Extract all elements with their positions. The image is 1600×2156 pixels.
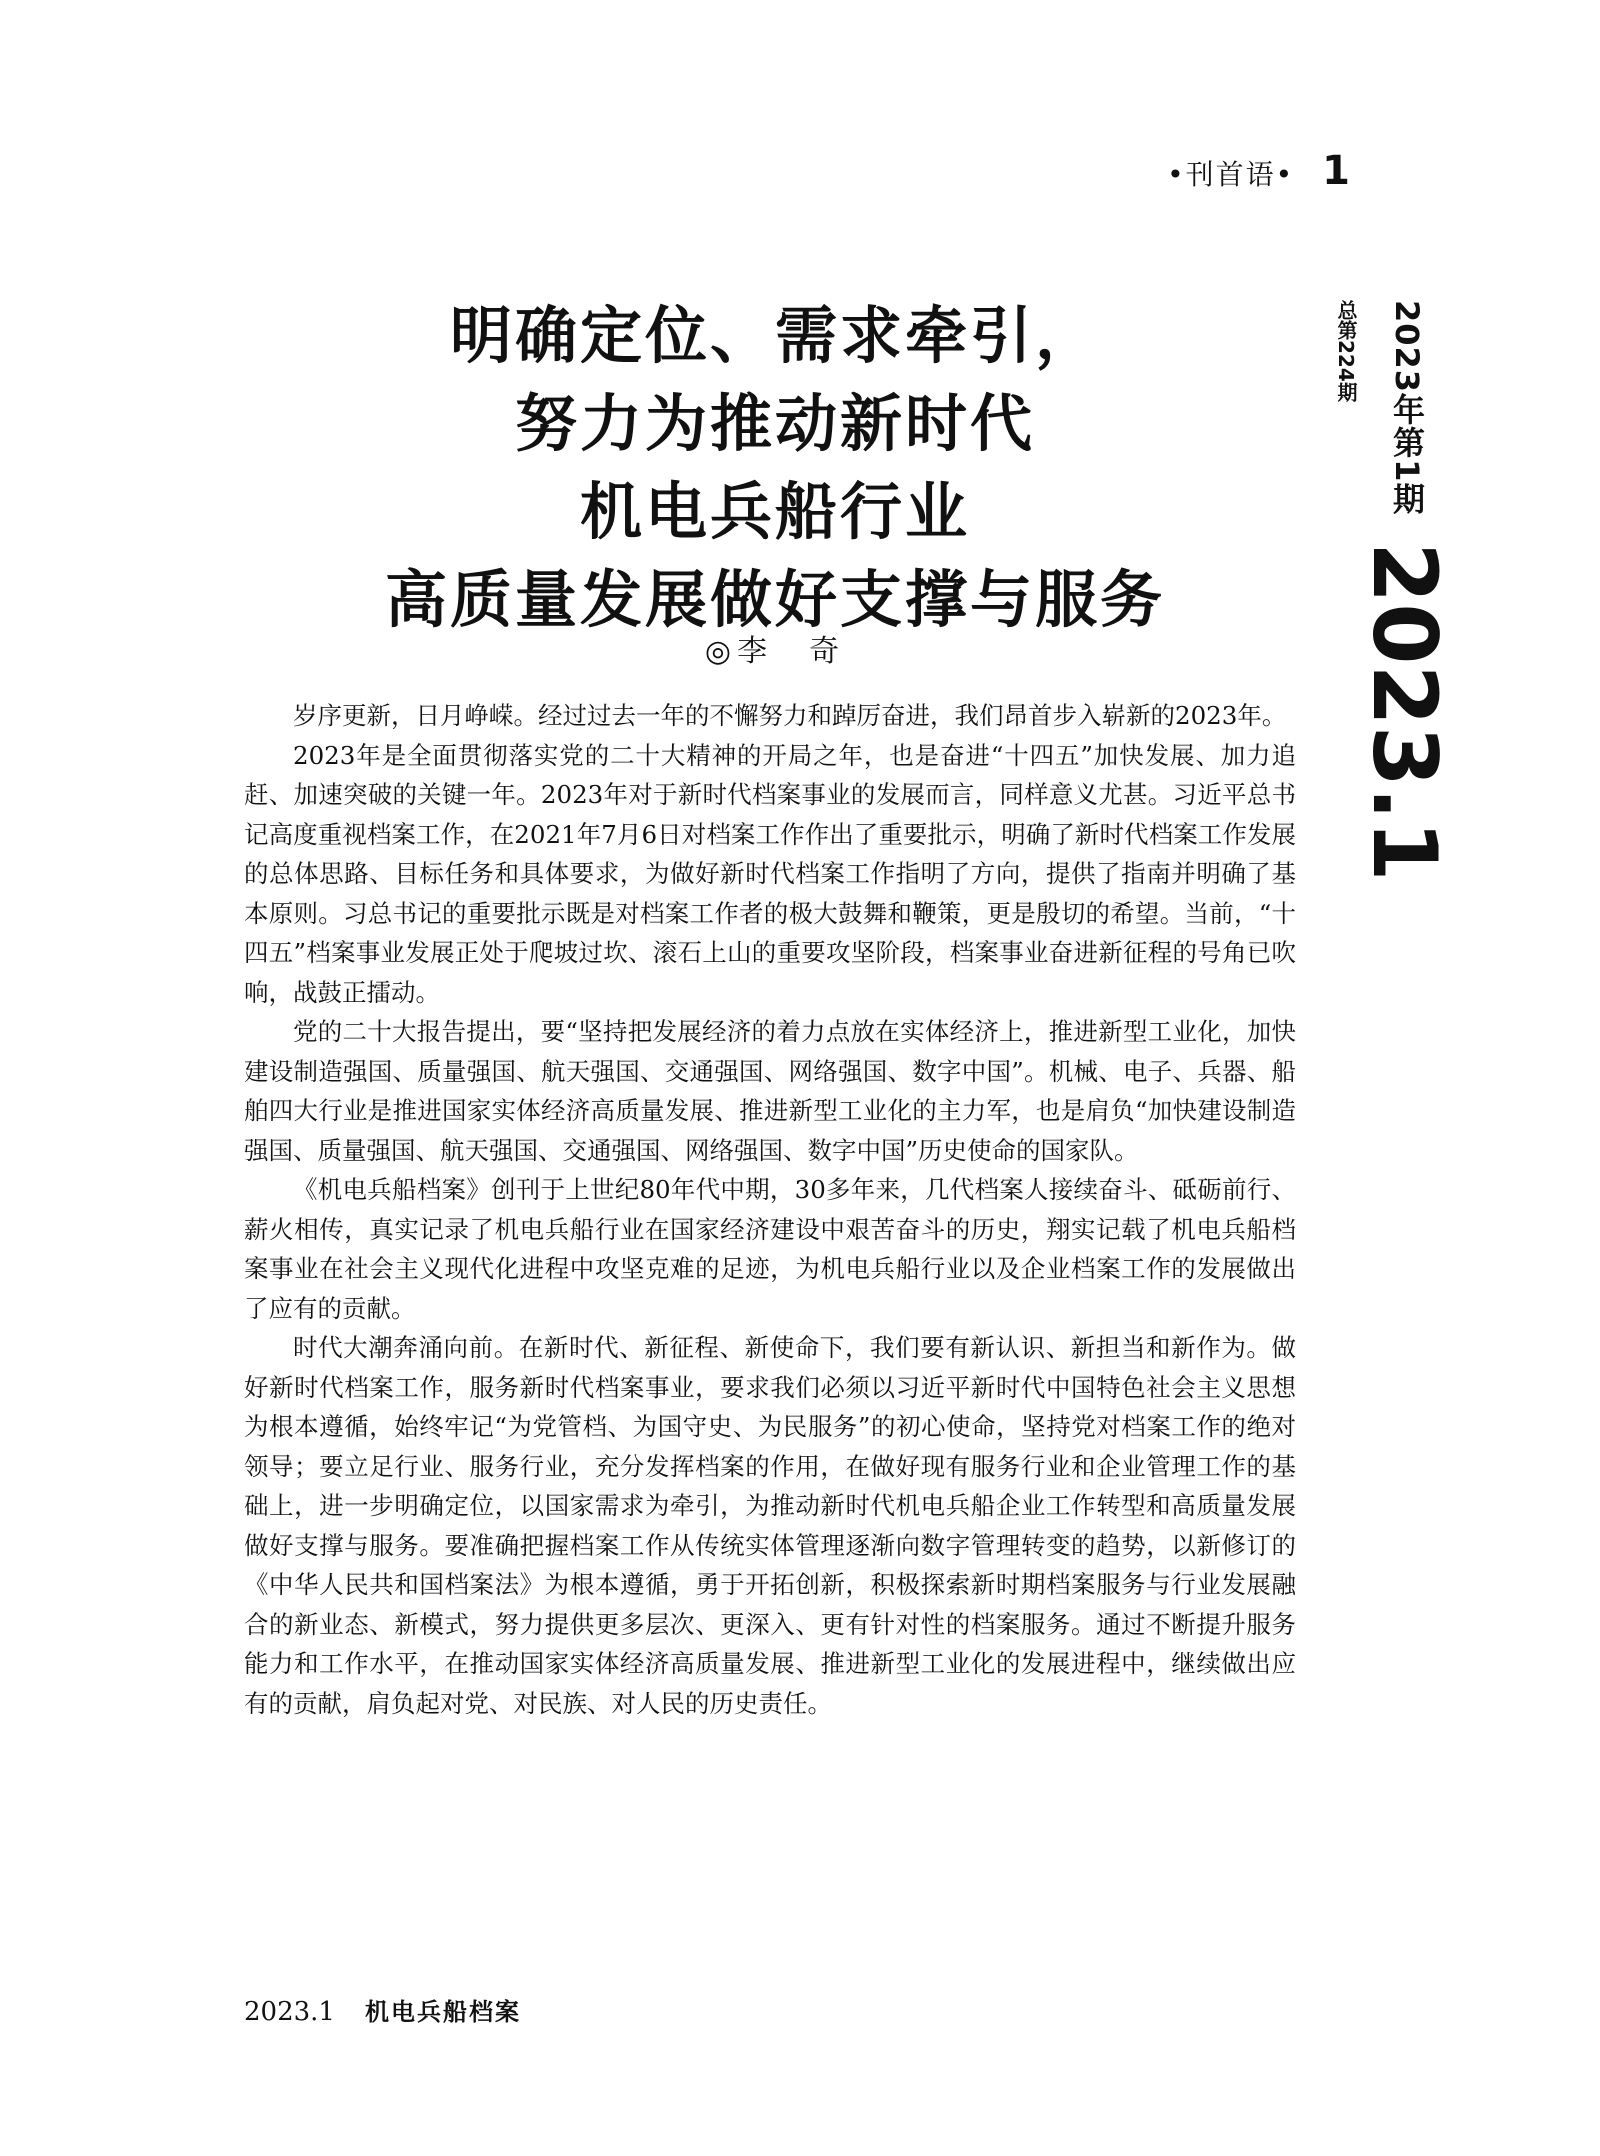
page-footer [244,1992,521,2027]
paragraph: 时代大潮奔涌向前。在新时代、新征程、新使命下，我们要有新认识、新担当和新作为。做好新时代档案工作，服务新时代档案事业，要求我们必须以习近平新时代中国特色社会主义思想为根本遵循，始终牢记“为党管档、为国守史、为民服务”的初心使命，坚持党对档案工作的绝对领导；要立足行业、服务行业，充分发挥档案的作用，在做好现有服务行业和企业管理工作的基础上，进一步明确定位，以国家需求为牵引，为推动新时代机电兵船企业工作转型和高质量发展做好支撑与服务。要准确把握档案工作从传统实体管理逐渐向数字管理转变的趋势，以新修订的《中华人民共和国档案法》为根本遵循，勇于开拓创新，积极探索新时期档案服务与行业发展融合的新业态、新模式，努力提供更多层次、更深入、更有针对性的档案服务。通过不断提升服务能力和工作水平，在推动国家实体经济高质量发展、推进新型工业化的发展进程中，继续做出应有的贡献，肩负起对党、对民族、对人民的历史责任。 [244,1333,1296,1718]
paragraph: 《机电兵船档案》创刊于上世纪80年代中期，30多年来，几代档案人接续奋斗、砥砺前行、薪火相传，真实记录了机电兵船行业在国家经济建设中艰苦奋斗的历史，翔实记载了机电兵船档案事业在社会主义现代化进程中攻坚克难的足迹，为机电兵船行业以及企业档案工作的发展做出了应有的贡献。 [244,1175,1296,1323]
footer-journal-name: 机电兵船档案 [364,1997,521,2026]
total-issue-label: 总第224期 [1334,300,1358,402]
paragraph: 岁序更新，日月峥嵘。经过过去一年的不懈努力和踔厉奋进，我们昂首步入崭新的2023年。 [293,701,1287,730]
running-header [1167,148,1350,194]
section-label: •刊首语• [1167,158,1295,191]
title-line-1: 明确定位、需求牵引， [449,299,1100,372]
title-line-4: 高质量发展做好支撑与服务 [384,563,1165,636]
author: ◎李 奇 [704,634,846,669]
footer-issue: 2023.1 [244,1997,335,2027]
paragraph: 2023年是全面贯彻落实党的二十大精神的开局之年，也是奋进“十四五”加快发展、加力追赶、加速突破的关键一年。2023年对于新时代档案事业的发展而言，同样意义尤甚。习近平总书记高度重视档案工作，在2021年7月6日对档案工作作出了重要批示，明确了新时代档案工作发展的总体思路、目标任务和具体要求，为做好新时代档案工作指明了方向，提供了指南并明确了基本原则。习总书记的重要批示既是对档案工作者的极大鼓舞和鞭策，更是殷切的希望。当前，“十四五”档案事业发展正处于爬坡过坎、滚石上山的重要攻坚阶段，档案事业奋进新征程的号角已吹响，战鼓正擂动。 [244,740,1296,1007]
issue-big-number: 2023.1 [1353,542,1456,882]
page-number: 1 [1322,148,1350,194]
title-line-2: 努力为推动新时代 [514,387,1035,460]
issue-label: 2023年第1期 [1388,300,1426,516]
article-title [250,292,1300,644]
article-body [244,696,1296,1723]
paragraph: 党的二十大报告提出，要“坚持把发展经济的着力点放在实体经济上，推进新型工业化，加快建设制造强国、质量强国、航天强国、交通强国、网络强国、数字中国”。机械、电子、兵器、船舶四大行业是推进国家实体经济高质量发展、推进新型工业化的主力军，也是肩负“加快建设制造强国、质量强国、航天强国、交通强国、网络强国、数字中国”历史使命的国家队。 [244,1017,1296,1165]
title-line-3: 机电兵船行业 [579,475,970,548]
